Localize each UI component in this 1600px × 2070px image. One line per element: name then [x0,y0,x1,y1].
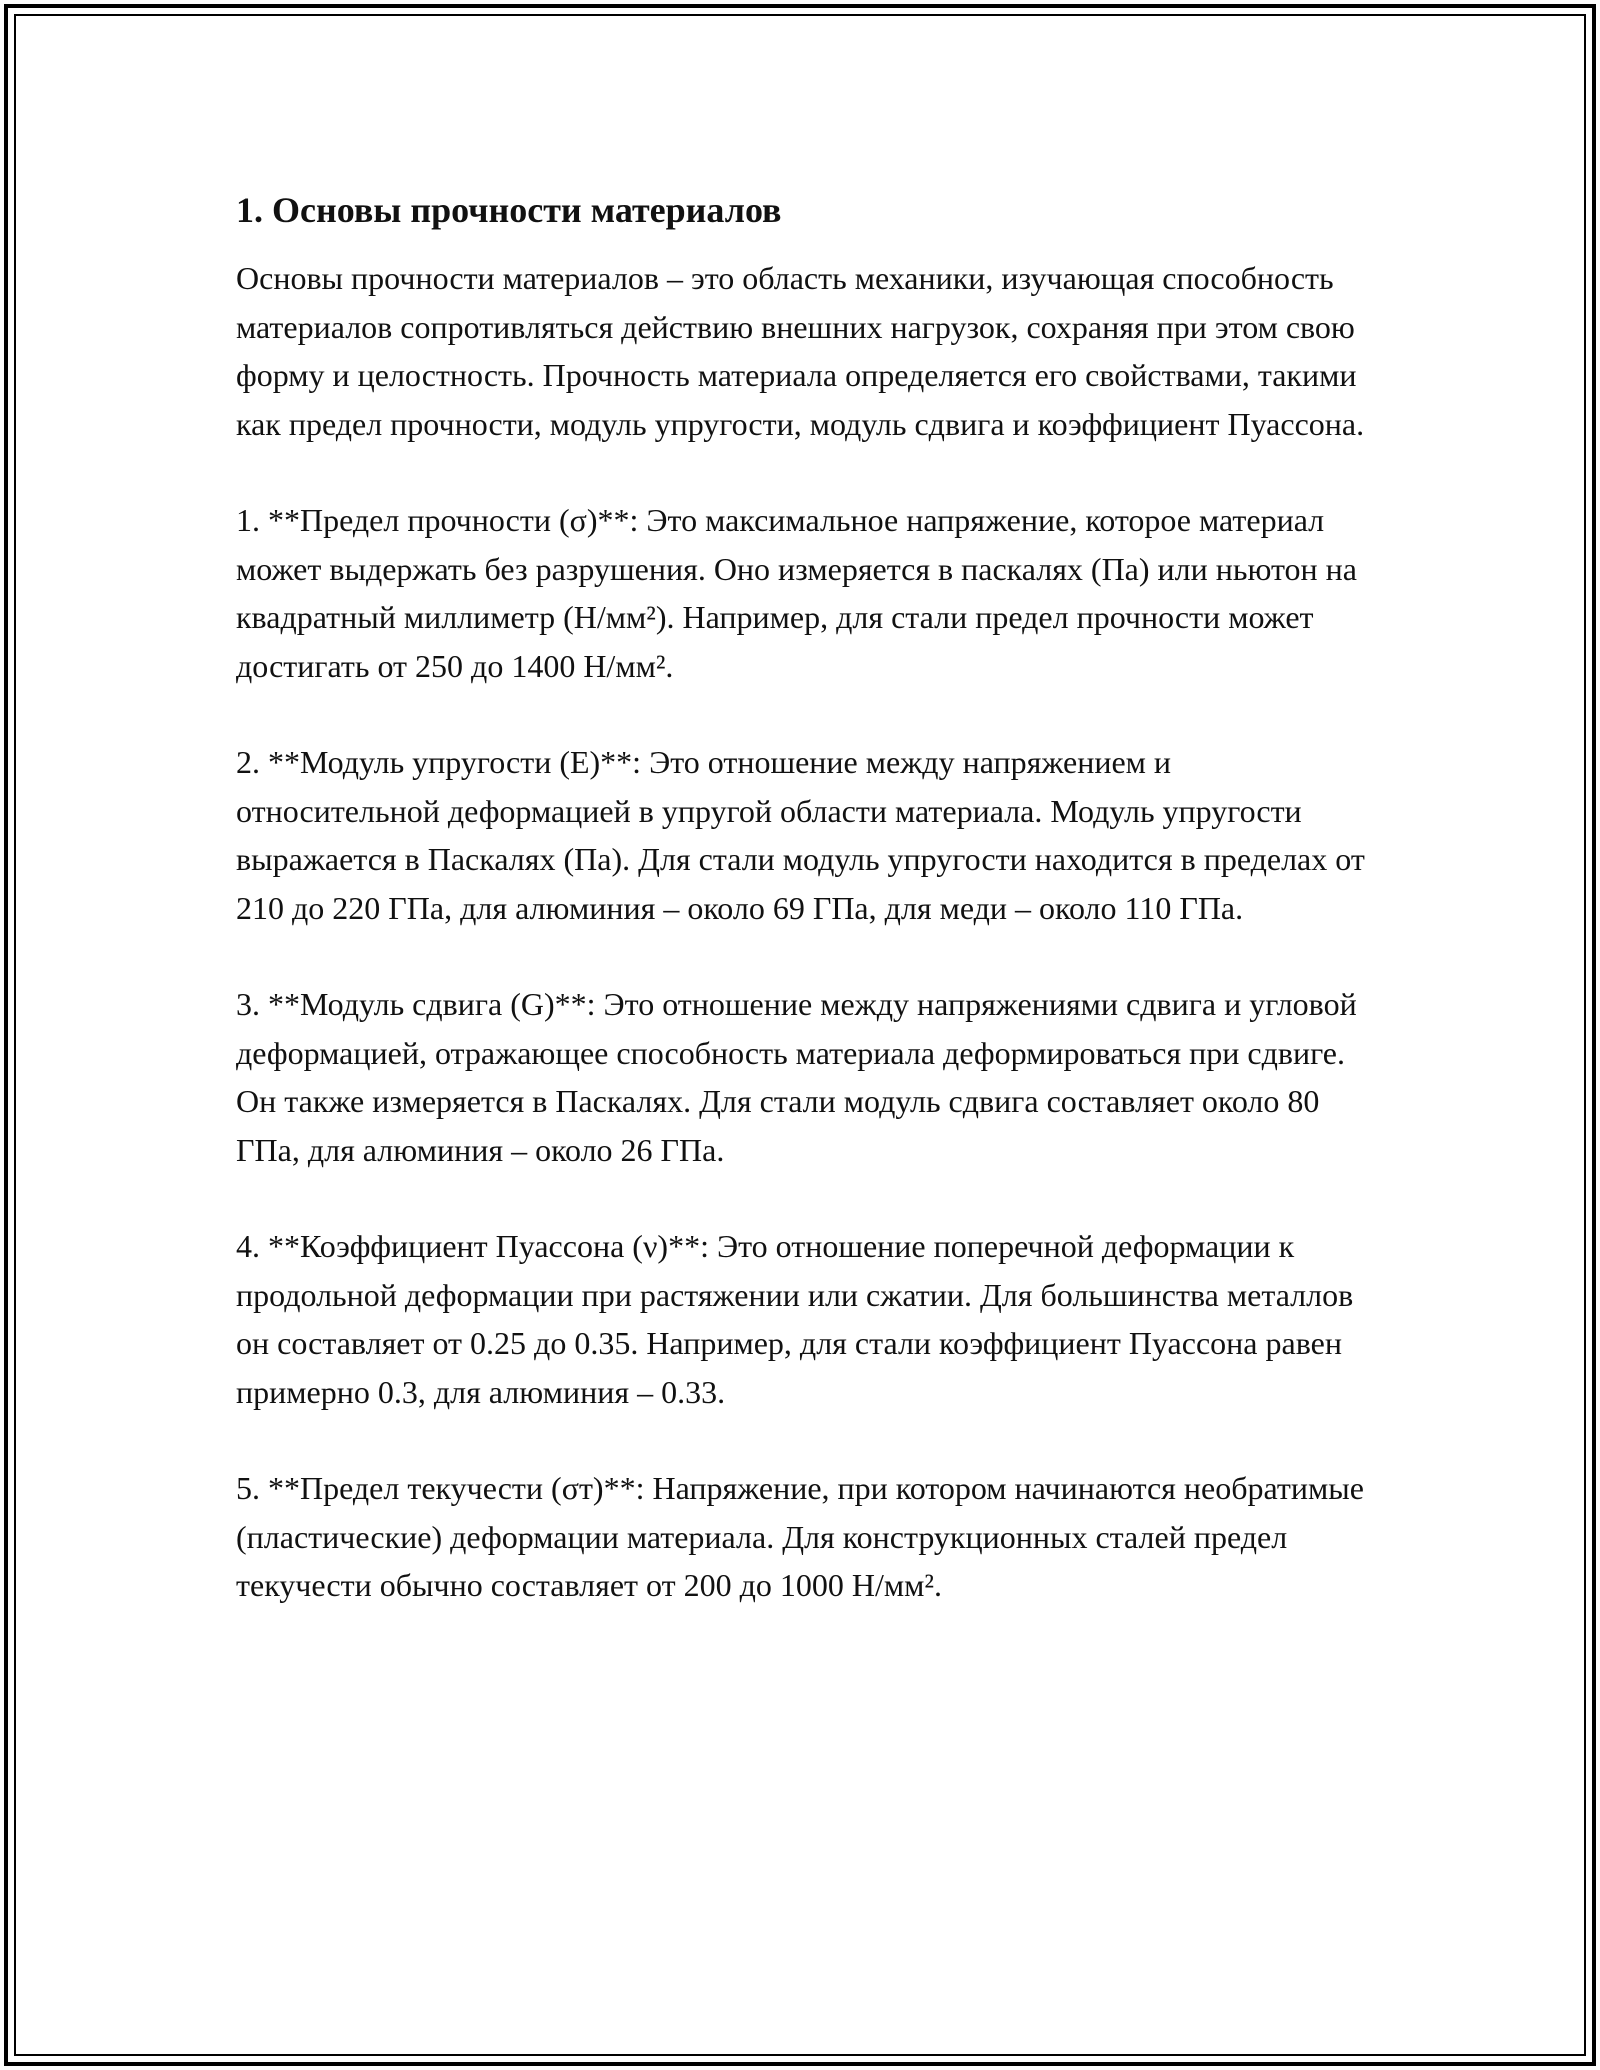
intro-paragraph: Основы прочности материалов – это область механики, изучающая способность материалов сопротивляться действию внешних нагрузок, сохраняя при этом свою форму и целостность. Прочность материала определяется его свойствами, такими как предел прочности, модуль упругости, модуль сдвига и коэффициент Пуассона. [236,260,1365,442]
paragraph-tensile-strength: 1. **Предел прочности (σ)**: Это максимальное напряжение, которое материал может выдержать без разрушения. Оно измеряется в паскалях (Па) или ньютон на квадратный миллиметр (Н/мм²). Например, для стали предел прочности может достигать от 250 до 1400 Н/мм². [236,502,1357,684]
paragraph-poisson-ratio: 4. **Коэффициент Пуассона (ν)**: Это отношение поперечной деформации к продольной деформации при растяжении или сжатии. Для большинства металлов он составляет от 0.25 до 0.35. Например, для стали коэффициент Пуассона равен примерно 0.3, для алюминия – 0.33. [236,1228,1354,1410]
document-title: 1. Основы прочности материалов [236,190,782,230]
paragraph-elastic-modulus: 2. **Модуль упругости (E)**: Это отношение между напряжением и относительной деформацией в упругой области материала. Модуль упругости выражается в Паскалях (Па). Для стали модуль упругости находится в пределах от 210 до 220 ГПа, для алюминия – около 69 ГПа, для меди – около 110 ГПа. [236,744,1365,926]
paragraph-yield-strength: 5. **Предел текучести (σт)**: Напряжение, при котором начинаются необратимые (пластические) деформации материала. Для конструкционных сталей предел текучести обычно составляет от 200 до 1000 Н/мм². [236,1470,1364,1603]
paragraph-shear-modulus: 3. **Модуль сдвига (G)**: Это отношение между напряжениями сдвига и угловой деформацией, отражающее способность материала деформироваться при сдвиге. Он также измеряется в Паскалях. Для стали модуль сдвига составляет около 80 ГПа, для алюминия – около 26 ГПа. [236,986,1357,1168]
document-body [236,188,1376,1658]
